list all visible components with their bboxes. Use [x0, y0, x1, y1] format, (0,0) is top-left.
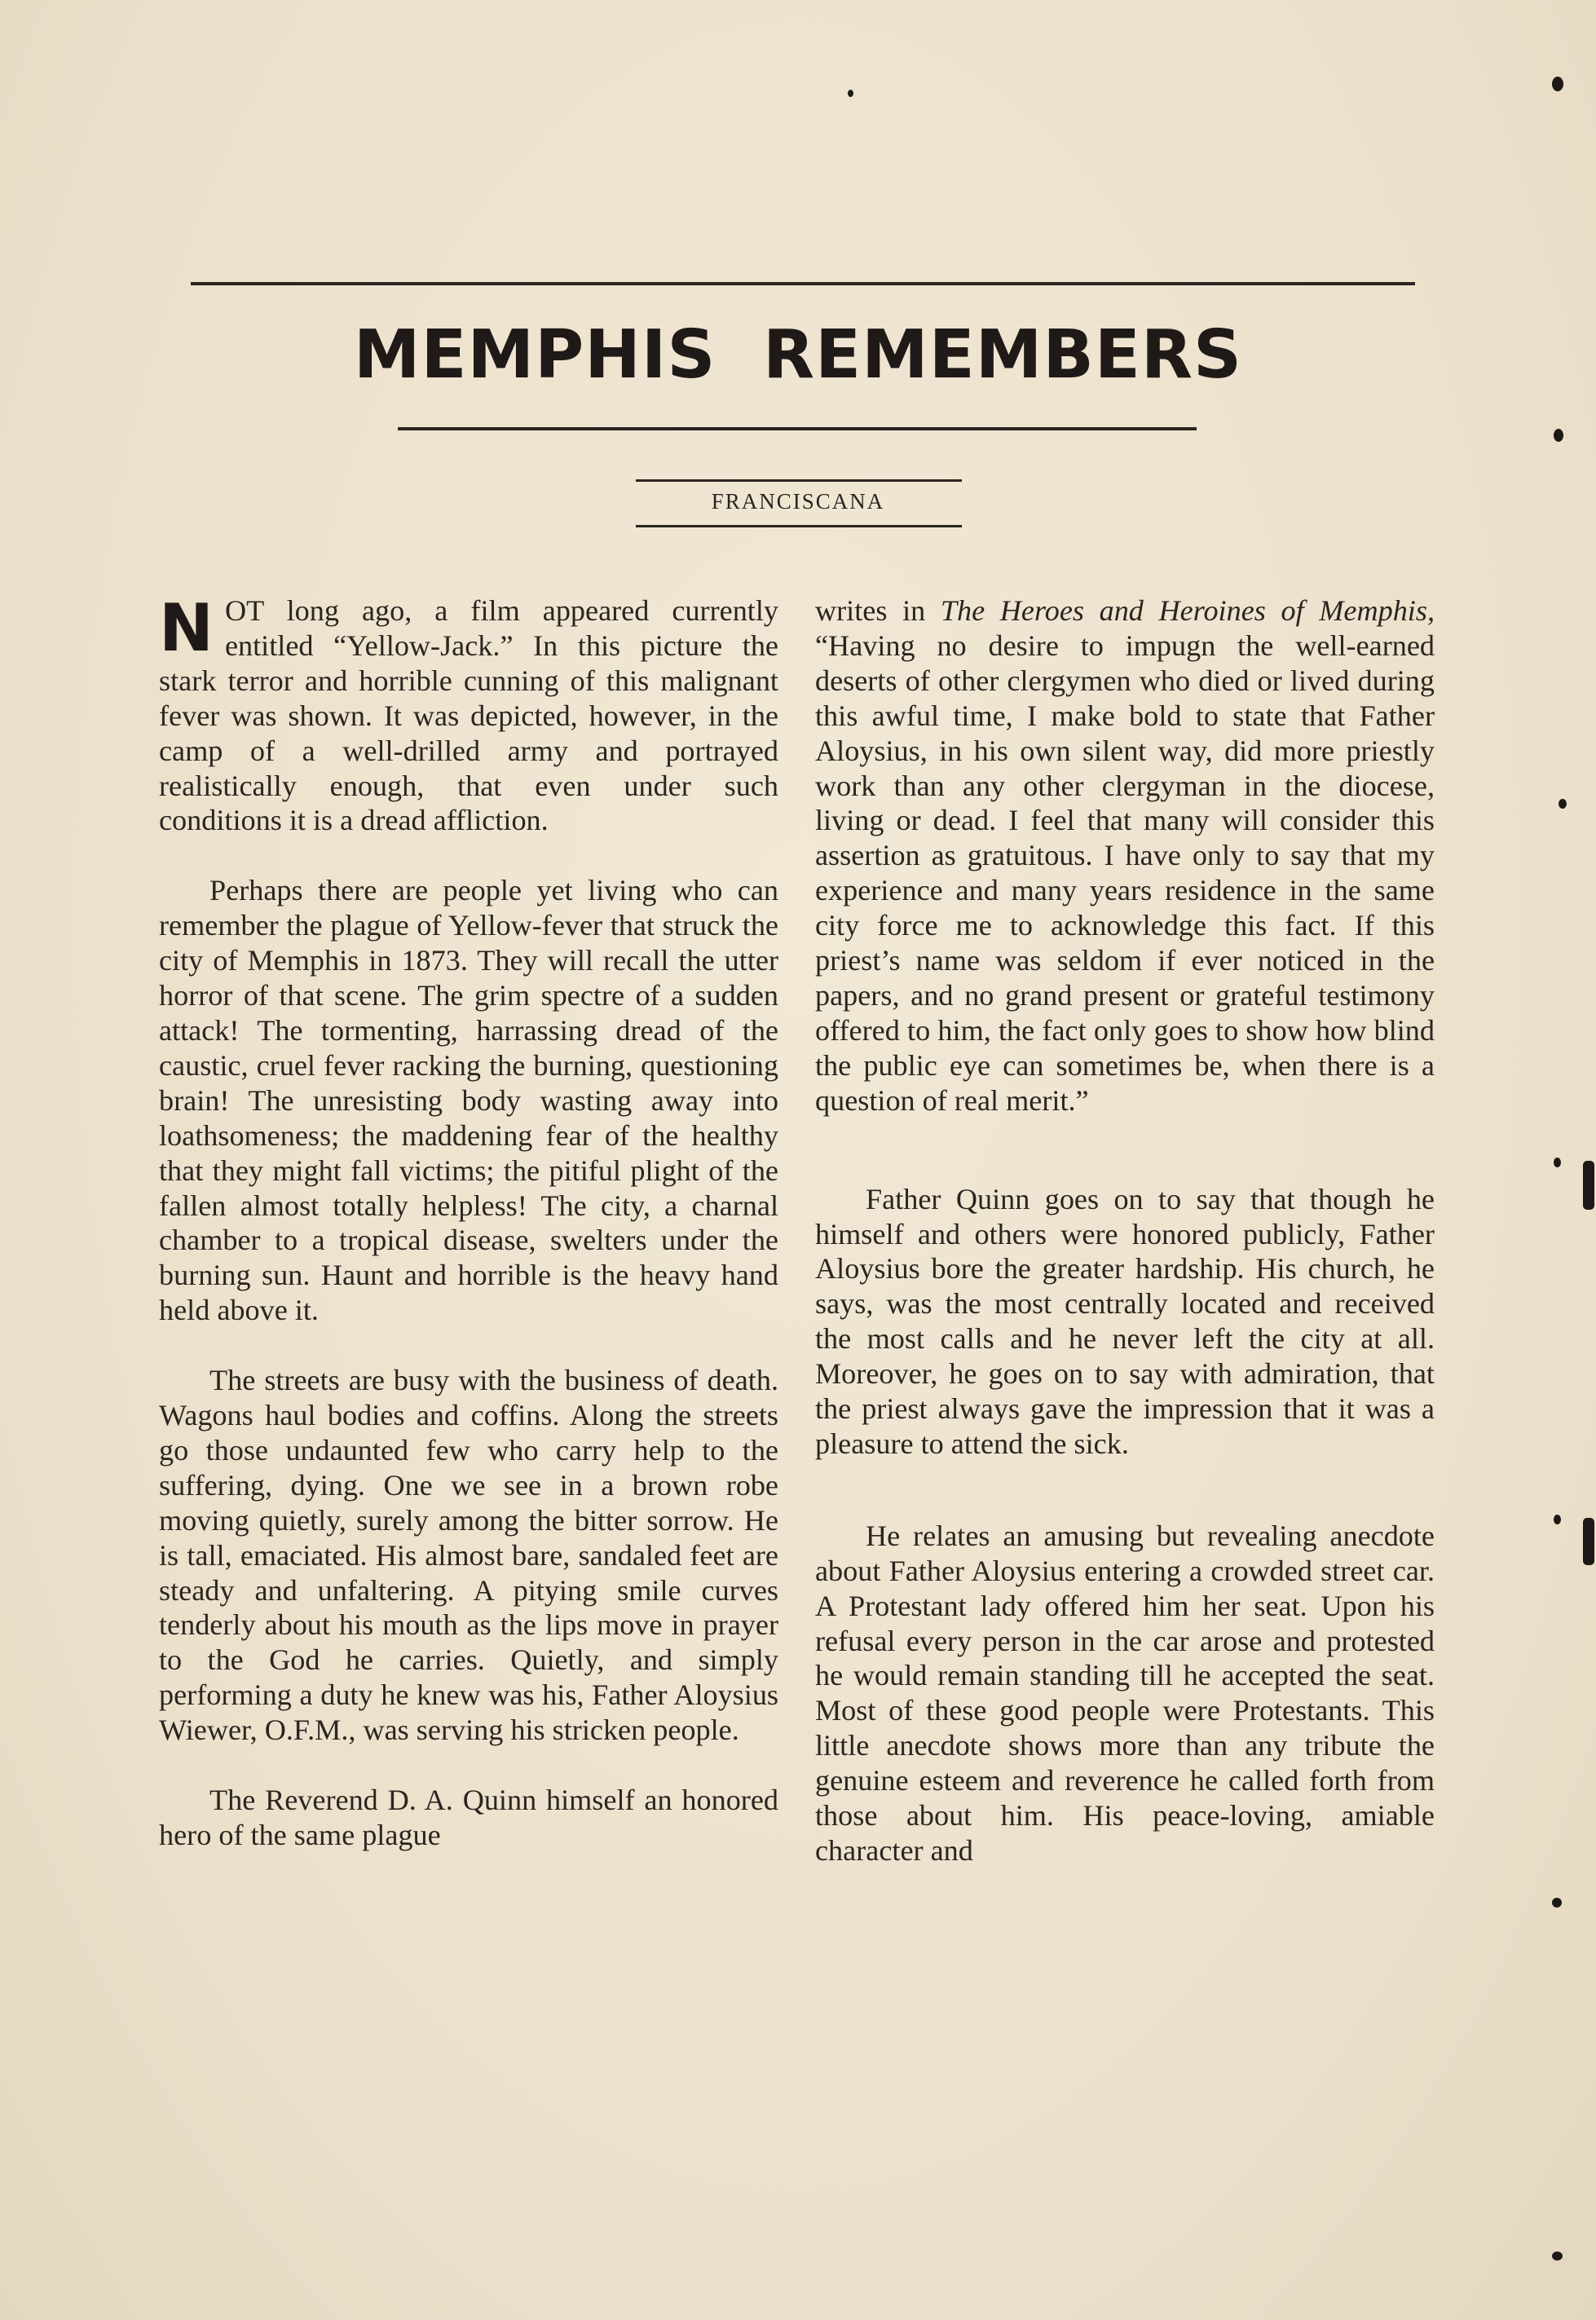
paper-speck [1583, 1161, 1594, 1210]
paper-speck [1554, 1515, 1561, 1524]
paper-speck [1554, 429, 1563, 442]
article-title: MEMPHIS REMEMBERS [353, 316, 1243, 394]
left-column [159, 590, 778, 1853]
paper-speck [1552, 77, 1563, 91]
paragraph: The streets are busy with the business of death. Wagons haul bodies and coffins. Along the streets go those undaunted few who carry help to the suffering, dying. One we see in a brown robe moving quietly, surely among the bitter sorrow. He is tall, emaciated. His almost bare, sandaled feet are steady and unfaltering. A pitying smile curves tenderly about his mouth as the lips move in prayer to the God he carries. Quietly, and simply performing a duty he knew was his, Father Aloysius Wiewer, O.F.M., was serving his stricken people. [159, 1364, 778, 1747]
title-underline-rule [398, 427, 1197, 430]
paragraph [159, 590, 778, 838]
paper-speck [1583, 1518, 1594, 1565]
paragraph-text: OT long ago, a film appeared currently entitled “Yellow-Jack.” In this picture the stark terror and horrible cunning of this malignant fever was shown. It was depicted, however, in the camp of a well-drilled army and portrayed realistically enough, that even under such conditions it is a dread affliction. [159, 594, 778, 837]
paragraph: The Reverend D. A. Quinn himself an honored hero of the same plague [159, 1784, 778, 1851]
drop-cap: N [159, 590, 214, 666]
paragraph: Father Quinn goes on to say that though he himself and others were honored publicly, Father Aloysius bore the greater hardship. His church, he says, was the most centrally located and received the most calls and he never left the city at all. Moreover, he goes on to say with admiration, that the priest always gave the impression that it was a pleasure to attend the sick. [815, 1182, 1435, 1460]
paper-speck [1559, 799, 1567, 809]
book-title: The Heroes and Heroines of Memphis, [940, 594, 1435, 627]
top-rule [191, 282, 1415, 285]
paragraph-text: writes in [815, 594, 941, 627]
paragraph-text: “Having no desire to impugn the well-earned deserts of other clergymen who died or lived during this awful time, I make bold to state that Father Aloysius, in his own silent way, did more priestly work than any other clergyman in the diocese, living or dead. I feel that many will consider this assertion as gratuitous. I have only to say that my experience and many years residence in the same city force me to acknowledge this fact. If this priest’s name was seldom if ever noticed in the papers, and no grand present or grateful testimony offered to him, the fact only goes to show how blind the public eye can sometimes be, when there is a question of real merit.” [815, 629, 1435, 1117]
paper-speck [1552, 2252, 1563, 2260]
paper-speck [1552, 1898, 1562, 1908]
byline-top-rule [636, 479, 962, 482]
byline: FRANCISCANA [711, 489, 885, 514]
byline-bottom-rule [636, 525, 962, 527]
paragraph [815, 593, 1435, 1118]
right-column [815, 593, 1435, 1868]
paragraph: Perhaps there are people yet living who can remember the plague of Yellow-fever that struck the city of Memphis in 1873. They will recall the utter horror of that scene. The grim spectre of a sudden attack! The tormenting, harrassing dread of the caustic, cruel fever racking the burning, questioning brain! The unresisting body wasting away into loathsomeness; the maddening fear of the healthy that they might fall victims; the pitiful plight of the fallen almost totally helpless! The city, a charnal chamber to a tropical disease, swelters under the burning sun. Haunt and horrible is the heavy hand held above it. [159, 874, 778, 1327]
paper-speck [848, 90, 853, 97]
paragraph: He relates an amusing but revealing anecdote about Father Aloysius entering a crowded street car. A Protestant lady offered him her seat. Upon his refusal every person in the car arose and protested he would remain standing till he accepted the seat. Most of these good people were Protestants. This little anecdote shows more than any tribute the genuine esteem and reverence he called forth from those about him. His peace-loving, amiable character and [815, 1519, 1435, 1867]
paper-speck [1554, 1158, 1561, 1167]
